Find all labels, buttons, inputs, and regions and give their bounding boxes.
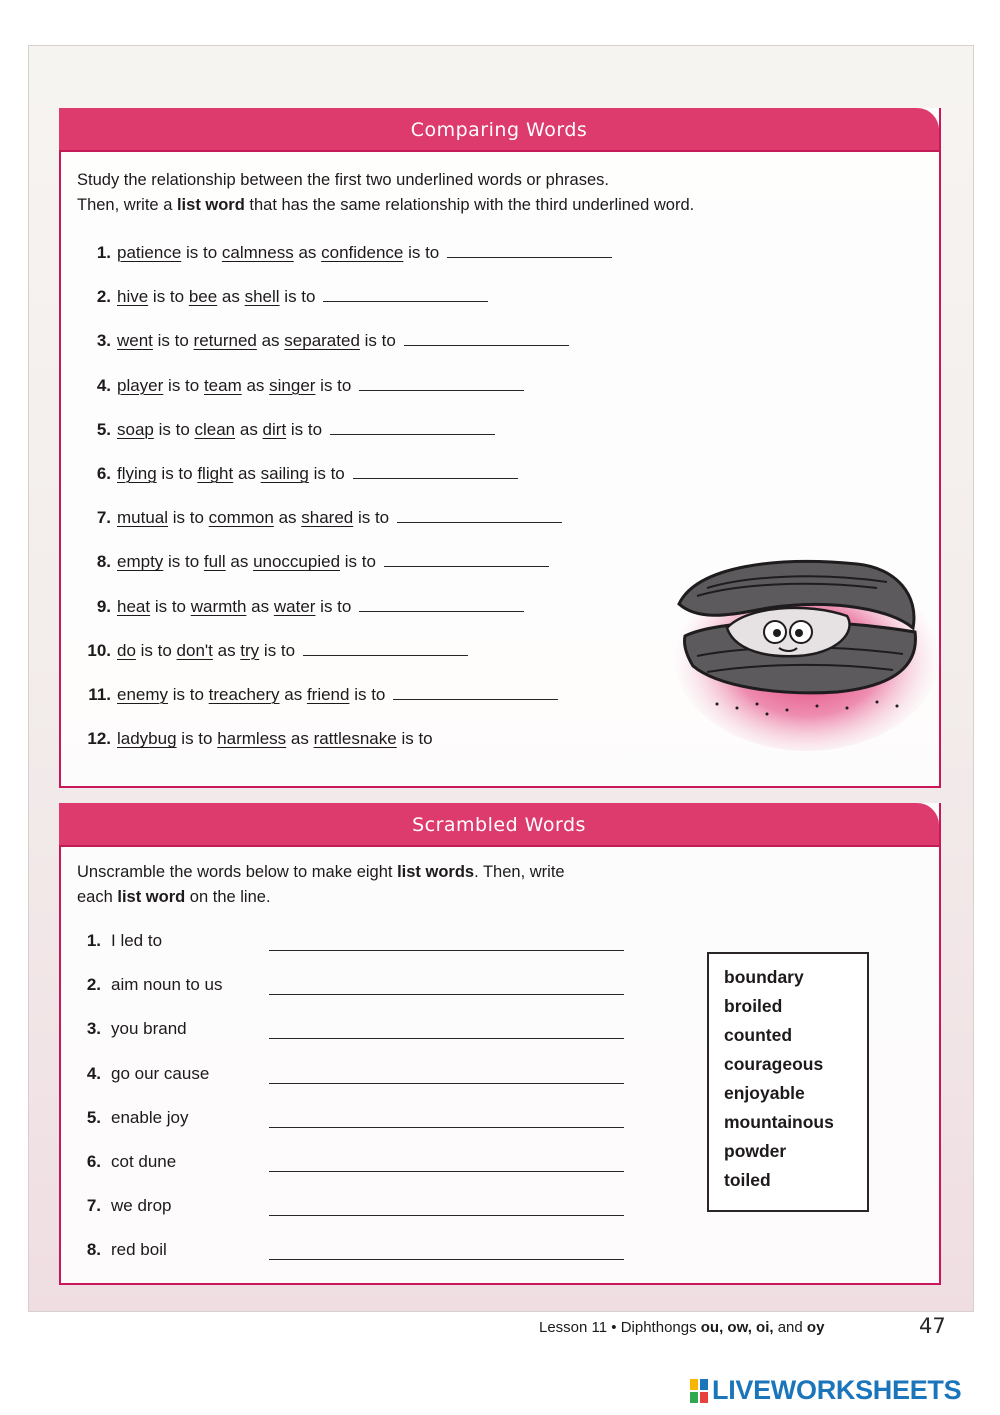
answer-blank[interactable] [359,376,524,391]
item-number: 3. [86,1019,101,1039]
underlined-word: friend [306,685,350,704]
scrambled-letters: go our cause [111,1063,210,1083]
answer-blank[interactable] [353,464,518,479]
list-word: broiled [724,996,783,1016]
scrambled-item [75,975,223,995]
list-word-box [707,952,869,1212]
list-word: powder [724,1141,787,1161]
underlined-word: confidence [321,243,404,262]
scrambled-letters: we drop [111,1196,172,1216]
item-number: 10. [87,640,111,660]
underlined-word: soap [117,419,154,439]
liveworksheets-wordmark: LIVEWORKSHEETS [712,1375,962,1405]
instruction-line-2: Then, write a list word that has the same relationship with the third underlined word. [77,196,695,214]
answer-blank[interactable] [447,243,612,258]
underlined-word: shared [301,508,354,528]
list-word: toiled [724,1170,771,1190]
instruction-line-1: Study the relationship between the first two underlined words or phrases. [77,171,609,189]
answer-line[interactable] [269,1171,624,1172]
connector-text: is to [403,243,440,262]
connector-text: as [256,331,285,351]
connector-text: as [293,243,322,262]
scrambled-item [75,1240,167,1260]
connector-text: is to [168,508,209,528]
item-number: 2. [86,975,101,995]
item-number: 3. [96,331,111,351]
underlined-word: try [240,640,260,660]
scrambled-item [75,1019,187,1039]
item-number: 5. [86,1107,101,1127]
underlined-word: singer [269,375,316,395]
scrambled-letters: I led to [111,931,163,950]
connector-text: is to [396,729,433,749]
answer-blank[interactable] [303,641,468,656]
answer-blank[interactable] [323,287,488,302]
answer-blank[interactable] [393,685,558,700]
connector-text: is to [286,419,323,439]
item-number: 6. [96,464,111,483]
underlined-word: hive [117,287,149,307]
connector-text: is to [168,685,209,704]
liveworksheets-logo [690,1375,961,1406]
answer-line[interactable] [269,1083,624,1084]
connector-text: is to [163,375,204,395]
underlined-word: sailing [260,464,309,483]
analogy-item [85,552,549,572]
connector-text: is to [308,464,345,483]
underlined-word: ladybug [117,729,177,749]
item-number: 8. [86,1240,101,1260]
item-number: 9. [96,596,111,616]
connector-text: as [273,508,302,528]
scrambled-item [75,1108,189,1128]
answer-blank[interactable] [397,508,562,523]
liveworksheets-logo-icon [690,1379,708,1403]
analogy-item [85,597,524,617]
answer-line[interactable] [269,1127,624,1128]
scrambled-letters: aim noun to us [111,975,223,995]
connector-text: is to [259,640,296,660]
analogy-item [85,685,558,705]
connector-text: is to [353,508,390,528]
list-word: courageous [724,1054,824,1074]
item-number: 1. [86,931,101,950]
connector-text: as [235,419,263,439]
item-number: 2. [96,287,111,307]
item-number: 7. [96,508,111,528]
connector-text: is to [181,243,222,262]
analogy-item [85,641,468,661]
underlined-word: treachery [208,685,280,704]
underlined-word: returned [193,331,257,351]
item-number: 12. [87,729,111,749]
scrambled-letters: cot dune [111,1152,177,1171]
answer-blank[interactable] [404,331,569,346]
analogy-item [85,287,488,307]
connector-text: as [286,729,314,749]
connector-text: as [241,375,270,395]
analogy-item [85,464,518,484]
instruction-line-1: Unscramble the words below to make eight list words. Then, write [77,863,565,881]
underlined-word: calmness [221,243,294,262]
underlined-word: empty [117,552,164,572]
scrambled-item [75,931,162,951]
underlined-word: heat [117,596,151,616]
connector-text: is to [315,375,352,395]
comparing-words-banner [59,108,939,152]
answer-line[interactable] [269,950,624,951]
underlined-word: shell [244,287,280,307]
analogy-item [85,376,524,396]
item-number: 6. [86,1152,101,1171]
item-number: 4. [86,1063,101,1083]
connector-text: is to [359,331,396,351]
connector-text: is to [176,729,218,749]
connector-text: is to [150,596,191,616]
connector-text: is to [135,640,177,660]
answer-line[interactable] [269,1038,624,1039]
connector-text: is to [340,552,376,572]
comparing-instructions [77,168,694,218]
underlined-word: common [208,508,274,528]
connector-text: is to [152,331,194,351]
connector-text: is to [279,287,316,307]
underlined-word: clean [194,419,236,439]
underlined-word: rattlesnake [313,729,397,749]
analogy-item [85,729,433,749]
connector-text: is to [156,464,198,483]
item-number: 5. [96,419,111,439]
item-number: 11. [88,685,111,704]
list-word: boundary [724,967,804,987]
connector-text: is to [163,552,204,572]
item-number: 7. [86,1196,101,1216]
underlined-word: mutual [117,508,169,528]
underlined-word: flying [117,464,157,483]
connector-text: is to [153,419,195,439]
connector-text: is to [315,596,352,616]
connector-text: as [225,552,254,572]
underlined-word: unoccupied [253,552,341,572]
page-footer: Lesson 11 • Diphthongs ou, ow, oi, and oy [539,1319,825,1336]
scrambled-item [75,1196,171,1216]
scrambled-words-banner [59,803,939,847]
scrambled-words-section [59,803,941,1285]
underlined-word: harmless [217,729,287,749]
connector-text: is to [349,685,386,704]
list-word: counted [724,1025,793,1045]
scrambled-letters: red boil [111,1240,167,1260]
underlined-word: separated [284,331,360,351]
answer-blank[interactable] [330,420,495,435]
underlined-word: do [117,640,136,660]
underlined-word: went [117,331,153,351]
connector-text: as [279,685,307,704]
scrambled-instructions [77,860,565,910]
underlined-word: don't [176,640,213,660]
comparing-words-title: Comparing Words [410,119,588,141]
scrambled-item [75,1152,176,1172]
oyster-clam-icon [657,536,957,756]
scrambled-letters: you brand [111,1019,187,1039]
page-number: 47 [919,1314,946,1338]
list-word: mountainous [724,1112,834,1132]
underlined-word: player [117,375,164,395]
analogy-item [85,508,562,528]
item-number: 8. [96,552,111,572]
answer-line[interactable] [269,1259,624,1260]
underlined-word: warmth [190,596,247,616]
item-number: 1. [96,243,111,262]
instruction-line-2: each list word on the line. [77,888,271,906]
connector-text: is to [148,287,189,307]
underlined-word: dirt [262,419,287,439]
answer-line[interactable] [269,1215,624,1216]
item-number: 4. [96,375,111,395]
scrambled-letters: enable joy [111,1107,189,1127]
analogy-item [85,331,569,351]
connector-text: as [233,464,261,483]
worksheet-page [28,45,974,1338]
underlined-word: patience [117,243,182,262]
connector-text: as [217,287,245,307]
underlined-word: full [203,552,226,572]
scrambled-item [75,1064,209,1084]
connector-text: as [246,596,274,616]
analogy-item [85,420,495,440]
connector-text: as [212,640,241,660]
answer-blank[interactable] [384,552,549,567]
underlined-word: flight [197,464,234,483]
underlined-word: enemy [117,685,169,704]
underlined-word: bee [188,287,218,307]
answer-line[interactable] [269,994,624,995]
answer-blank[interactable] [359,597,524,612]
list-word: enjoyable [724,1083,805,1103]
analogy-item [85,243,612,263]
scrambled-words-title: Scrambled Words [412,814,586,836]
underlined-word: team [203,375,242,395]
underlined-word: water [273,596,316,616]
